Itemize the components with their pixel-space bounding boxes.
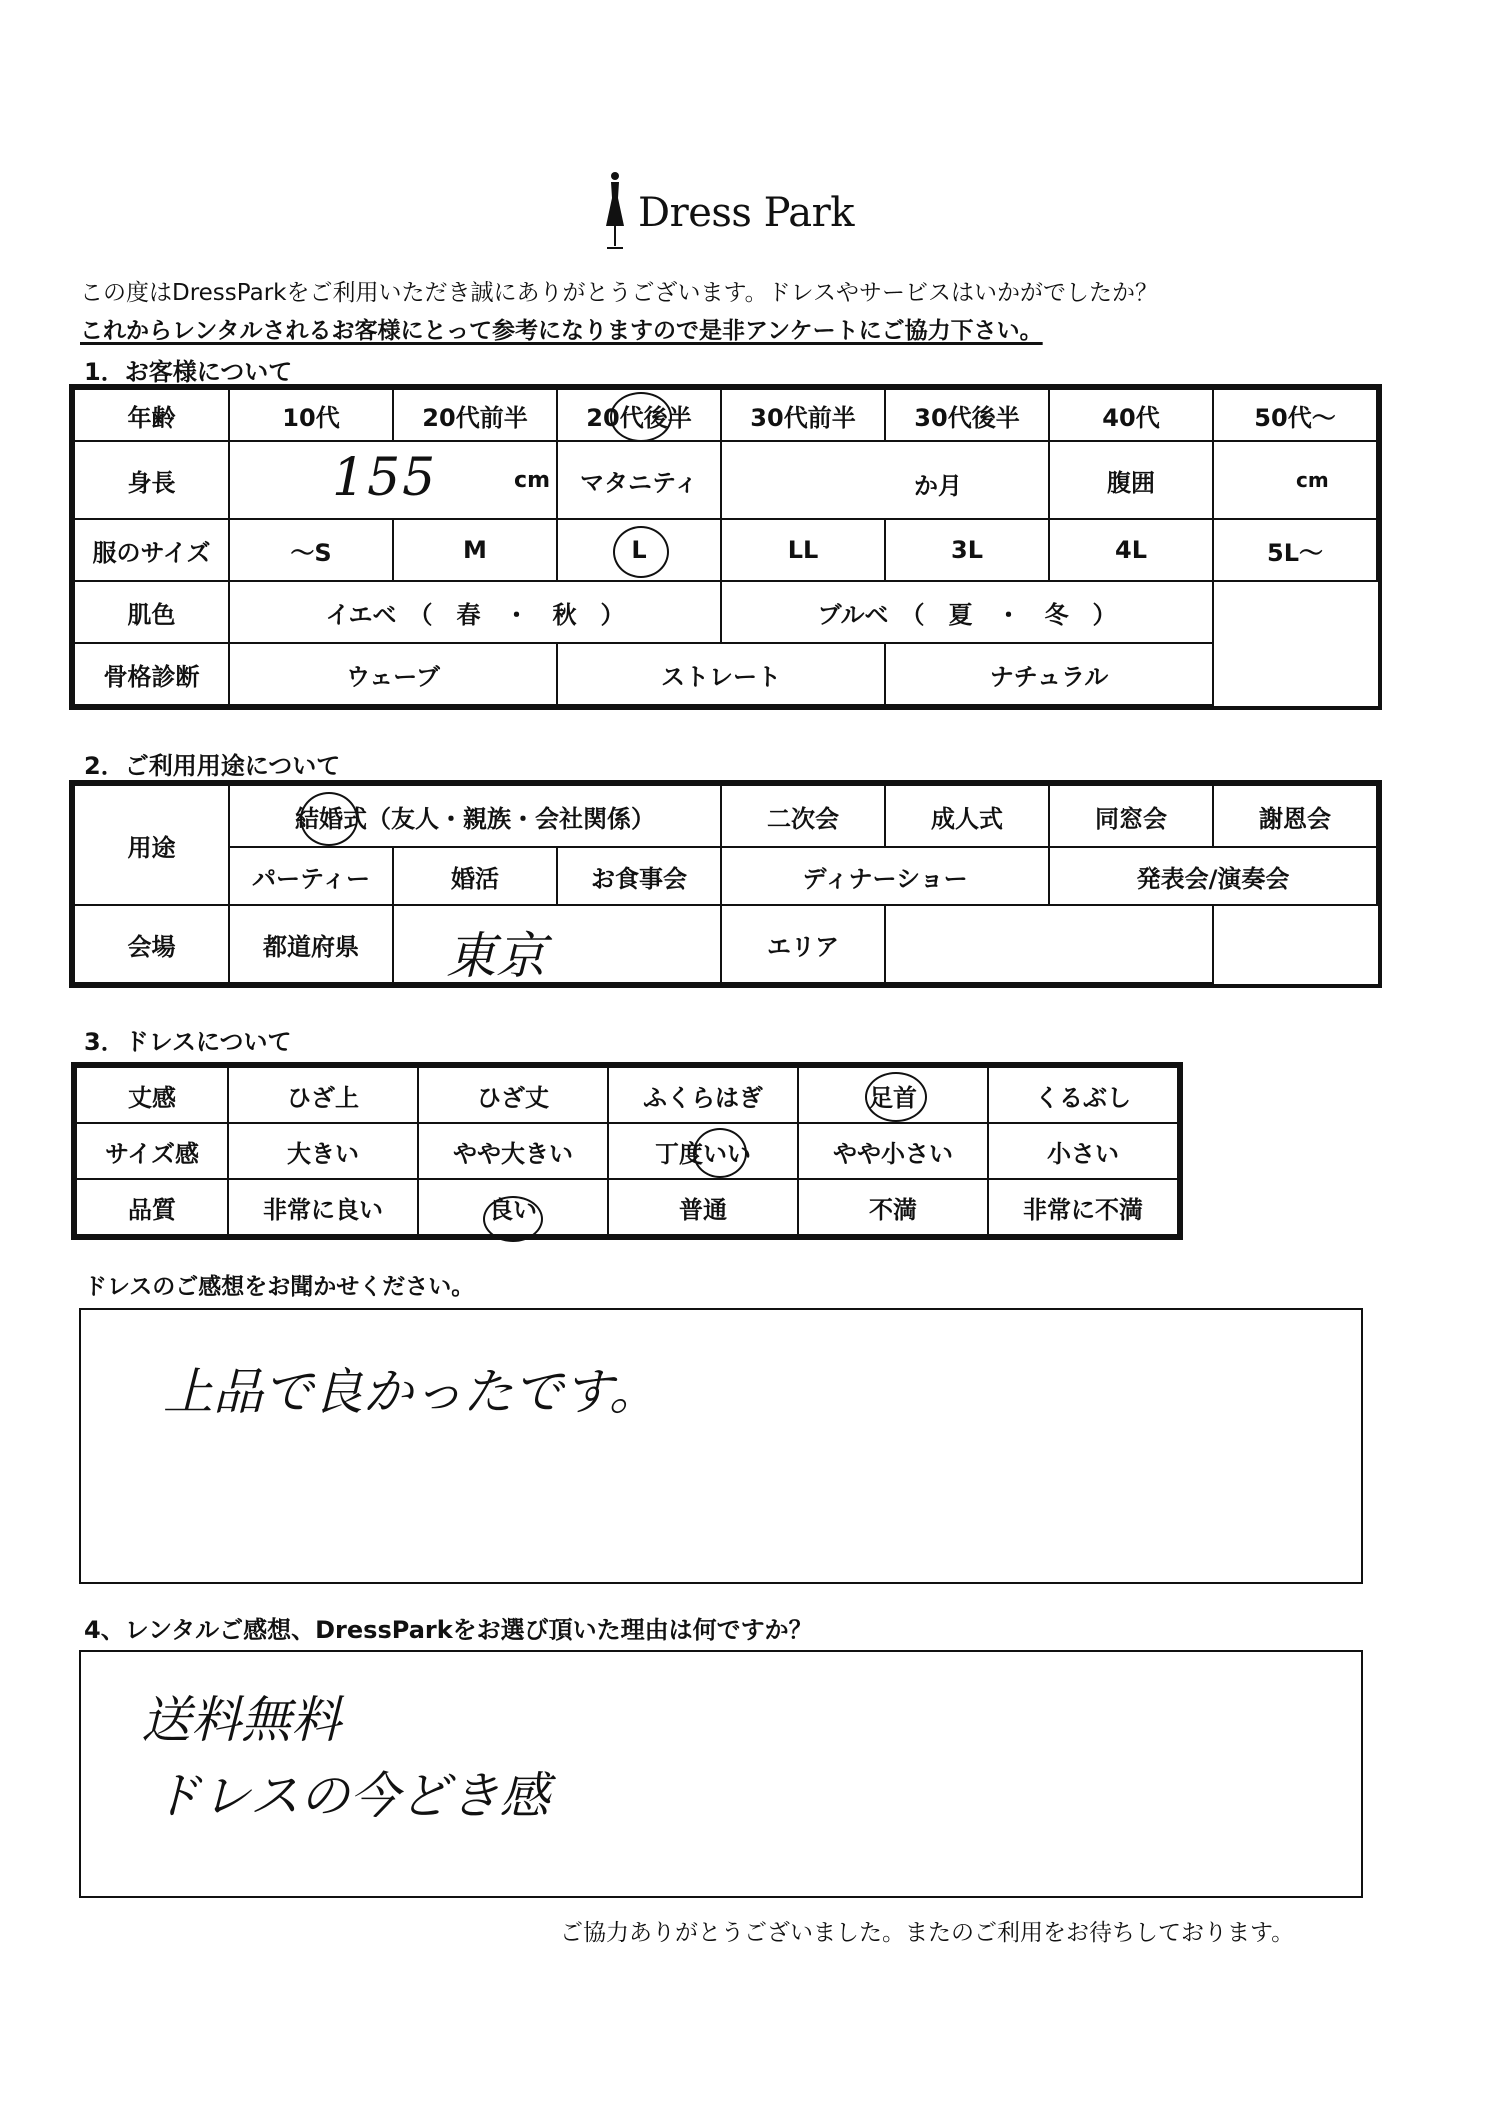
skeleton-label: 骨格診断 (74, 643, 229, 705)
height-value-handwritten: 155 (332, 448, 438, 508)
purpose-wedding-option[interactable] (229, 785, 721, 847)
purpose-option[interactable]: 二次会 (721, 785, 885, 847)
size-row (74, 519, 1377, 581)
quality-option[interactable]: 非常に良い (228, 1179, 418, 1235)
size-option[interactable]: 3L (885, 519, 1049, 581)
age-option[interactable]: 40代 (1049, 389, 1213, 441)
prefecture-label: 都道府県 (229, 905, 393, 983)
purpose-option[interactable]: ディナーショー (721, 847, 1049, 905)
size-option[interactable]: 5L～ (1213, 519, 1377, 581)
height-field[interactable] (229, 441, 557, 519)
skin-yellow-option[interactable]: イエベ （ 春 ・ 秋 ） (229, 581, 721, 643)
fit-label: サイズ感 (76, 1123, 228, 1179)
months-unit: か月 (914, 472, 962, 500)
skin-blue-option[interactable]: ブルベ （ 夏 ・ 冬 ） (721, 581, 1213, 643)
dress-mannequin-icon (600, 168, 630, 254)
quality-option[interactable]: 非常に不満 (988, 1179, 1178, 1235)
length-option[interactable]: ふくらはぎ (608, 1067, 798, 1123)
purpose-wedding-label: 結婚式（友人・親族・会社関係） (295, 804, 656, 833)
quality-option-label: 良い (489, 1195, 537, 1224)
size-option[interactable]: LL (721, 519, 885, 581)
section2-title: 2．ご利用用途について (84, 752, 341, 780)
age-row (74, 389, 1377, 441)
age-option[interactable]: 10代 (229, 389, 393, 441)
waist-unit: cm (1296, 468, 1329, 492)
skeleton-option[interactable]: ウェーブ (229, 643, 557, 705)
rental-comment-box[interactable] (79, 1650, 1363, 1898)
purpose-row-1 (74, 785, 1377, 847)
height-label: 身長 (74, 441, 229, 519)
age-label: 年齢 (74, 389, 229, 441)
skeleton-option[interactable]: ストレート (557, 643, 885, 705)
length-option-selected[interactable] (798, 1067, 988, 1123)
area-label: エリア (721, 905, 885, 983)
intro-line-1: この度はDressParkをご利用いただき誠にありがとうございます。ドレスやサービスはいかがでしたか？ (80, 280, 1158, 306)
prefecture-value-handwritten: 東京 (446, 927, 546, 985)
height-unit: cm (514, 468, 550, 493)
fit-option[interactable]: 大きい (228, 1123, 418, 1179)
length-row (76, 1067, 1178, 1123)
area-field[interactable] (885, 905, 1213, 983)
prefecture-field[interactable] (393, 905, 721, 983)
quality-option[interactable]: 普通 (608, 1179, 798, 1235)
purpose-label: 用途 (74, 785, 229, 905)
quality-row (76, 1179, 1178, 1235)
height-row (74, 441, 1377, 519)
intro-line-2: これからレンタルされるお客様にとって参考になりますので是非アンケートにご協力下さい。 (80, 318, 1043, 344)
age-option[interactable]: 50代～ (1213, 389, 1377, 441)
maternity-field[interactable] (721, 441, 1049, 519)
quality-option[interactable]: 不満 (798, 1179, 988, 1235)
rental-comment-line-1: 送料無料 (141, 1691, 341, 1749)
skin-row (74, 581, 1377, 643)
fit-option[interactable]: やや小さい (798, 1123, 988, 1179)
dress-comment-prompt: ドレスのご感想をお聞かせください。 (84, 1274, 475, 1300)
dress-comment-handwritten: 上品で良かったです。 (163, 1363, 659, 1421)
size-option[interactable]: ～S (229, 519, 393, 581)
size-option[interactable]: M (393, 519, 557, 581)
customer-table (73, 388, 1378, 706)
dress-comment-box[interactable] (79, 1308, 1363, 1584)
section3-title: 3．ドレスについて (84, 1028, 292, 1056)
purpose-option[interactable]: 謝恩会 (1213, 785, 1377, 847)
size-option[interactable]: 4L (1049, 519, 1213, 581)
purpose-option[interactable]: 成人式 (885, 785, 1049, 847)
venue-row (74, 905, 1377, 983)
length-option[interactable]: ひざ上 (228, 1067, 418, 1123)
logo-text: Dress Park (638, 190, 854, 236)
section1-title: 1．お客様について (84, 358, 293, 386)
venue-label: 会場 (74, 905, 229, 983)
dresspark-logo (600, 168, 860, 258)
purpose-option[interactable]: パーティー (229, 847, 393, 905)
purpose-option[interactable]: お食事会 (557, 847, 721, 905)
waist-field[interactable] (1213, 441, 1377, 519)
purpose-row-2 (74, 847, 1377, 905)
size-option-label: L (631, 536, 647, 564)
purpose-option[interactable]: 婚活 (393, 847, 557, 905)
section4-title: 4、レンタルご感想、DressParkをお選び頂いた理由は何ですか？ (84, 1616, 813, 1644)
fit-option[interactable]: 小さい (988, 1123, 1178, 1179)
dress-table (75, 1066, 1179, 1236)
age-option-selected[interactable] (557, 389, 721, 441)
quality-option-selected[interactable] (418, 1179, 608, 1235)
usage-table (73, 784, 1378, 984)
skeleton-option[interactable]: ナチュラル (885, 643, 1213, 705)
purpose-option[interactable]: 発表会/演奏会 (1049, 847, 1377, 905)
age-option[interactable]: 30代後半 (885, 389, 1049, 441)
length-option[interactable]: ひざ丈 (418, 1067, 608, 1123)
maternity-label: マタニティ (557, 441, 721, 519)
length-option-label: 足首 (869, 1083, 917, 1112)
skin-label: 肌色 (74, 581, 229, 643)
age-option[interactable]: 30代前半 (721, 389, 885, 441)
age-option[interactable]: 20代前半 (393, 389, 557, 441)
size-label: 服のサイズ (74, 519, 229, 581)
skeleton-row (74, 643, 1377, 705)
quality-label: 品質 (76, 1179, 228, 1235)
fit-option-label: 丁度いい (655, 1139, 751, 1168)
age-option-label: 20代後半 (586, 403, 692, 432)
fit-option-selected[interactable] (608, 1123, 798, 1179)
length-option[interactable]: くるぶし (988, 1067, 1178, 1123)
rental-comment-line-2: ドレスの今どき感 (151, 1767, 550, 1825)
purpose-option[interactable]: 同窓会 (1049, 785, 1213, 847)
size-option-selected[interactable] (557, 519, 721, 581)
fit-row (76, 1123, 1178, 1179)
closing-message: ご協力ありがとうございました。またのご利用をお待ちしております。 (560, 1920, 1295, 1946)
length-label: 丈感 (76, 1067, 228, 1123)
fit-option[interactable]: やや大きい (418, 1123, 608, 1179)
waist-label: 腹囲 (1049, 441, 1213, 519)
